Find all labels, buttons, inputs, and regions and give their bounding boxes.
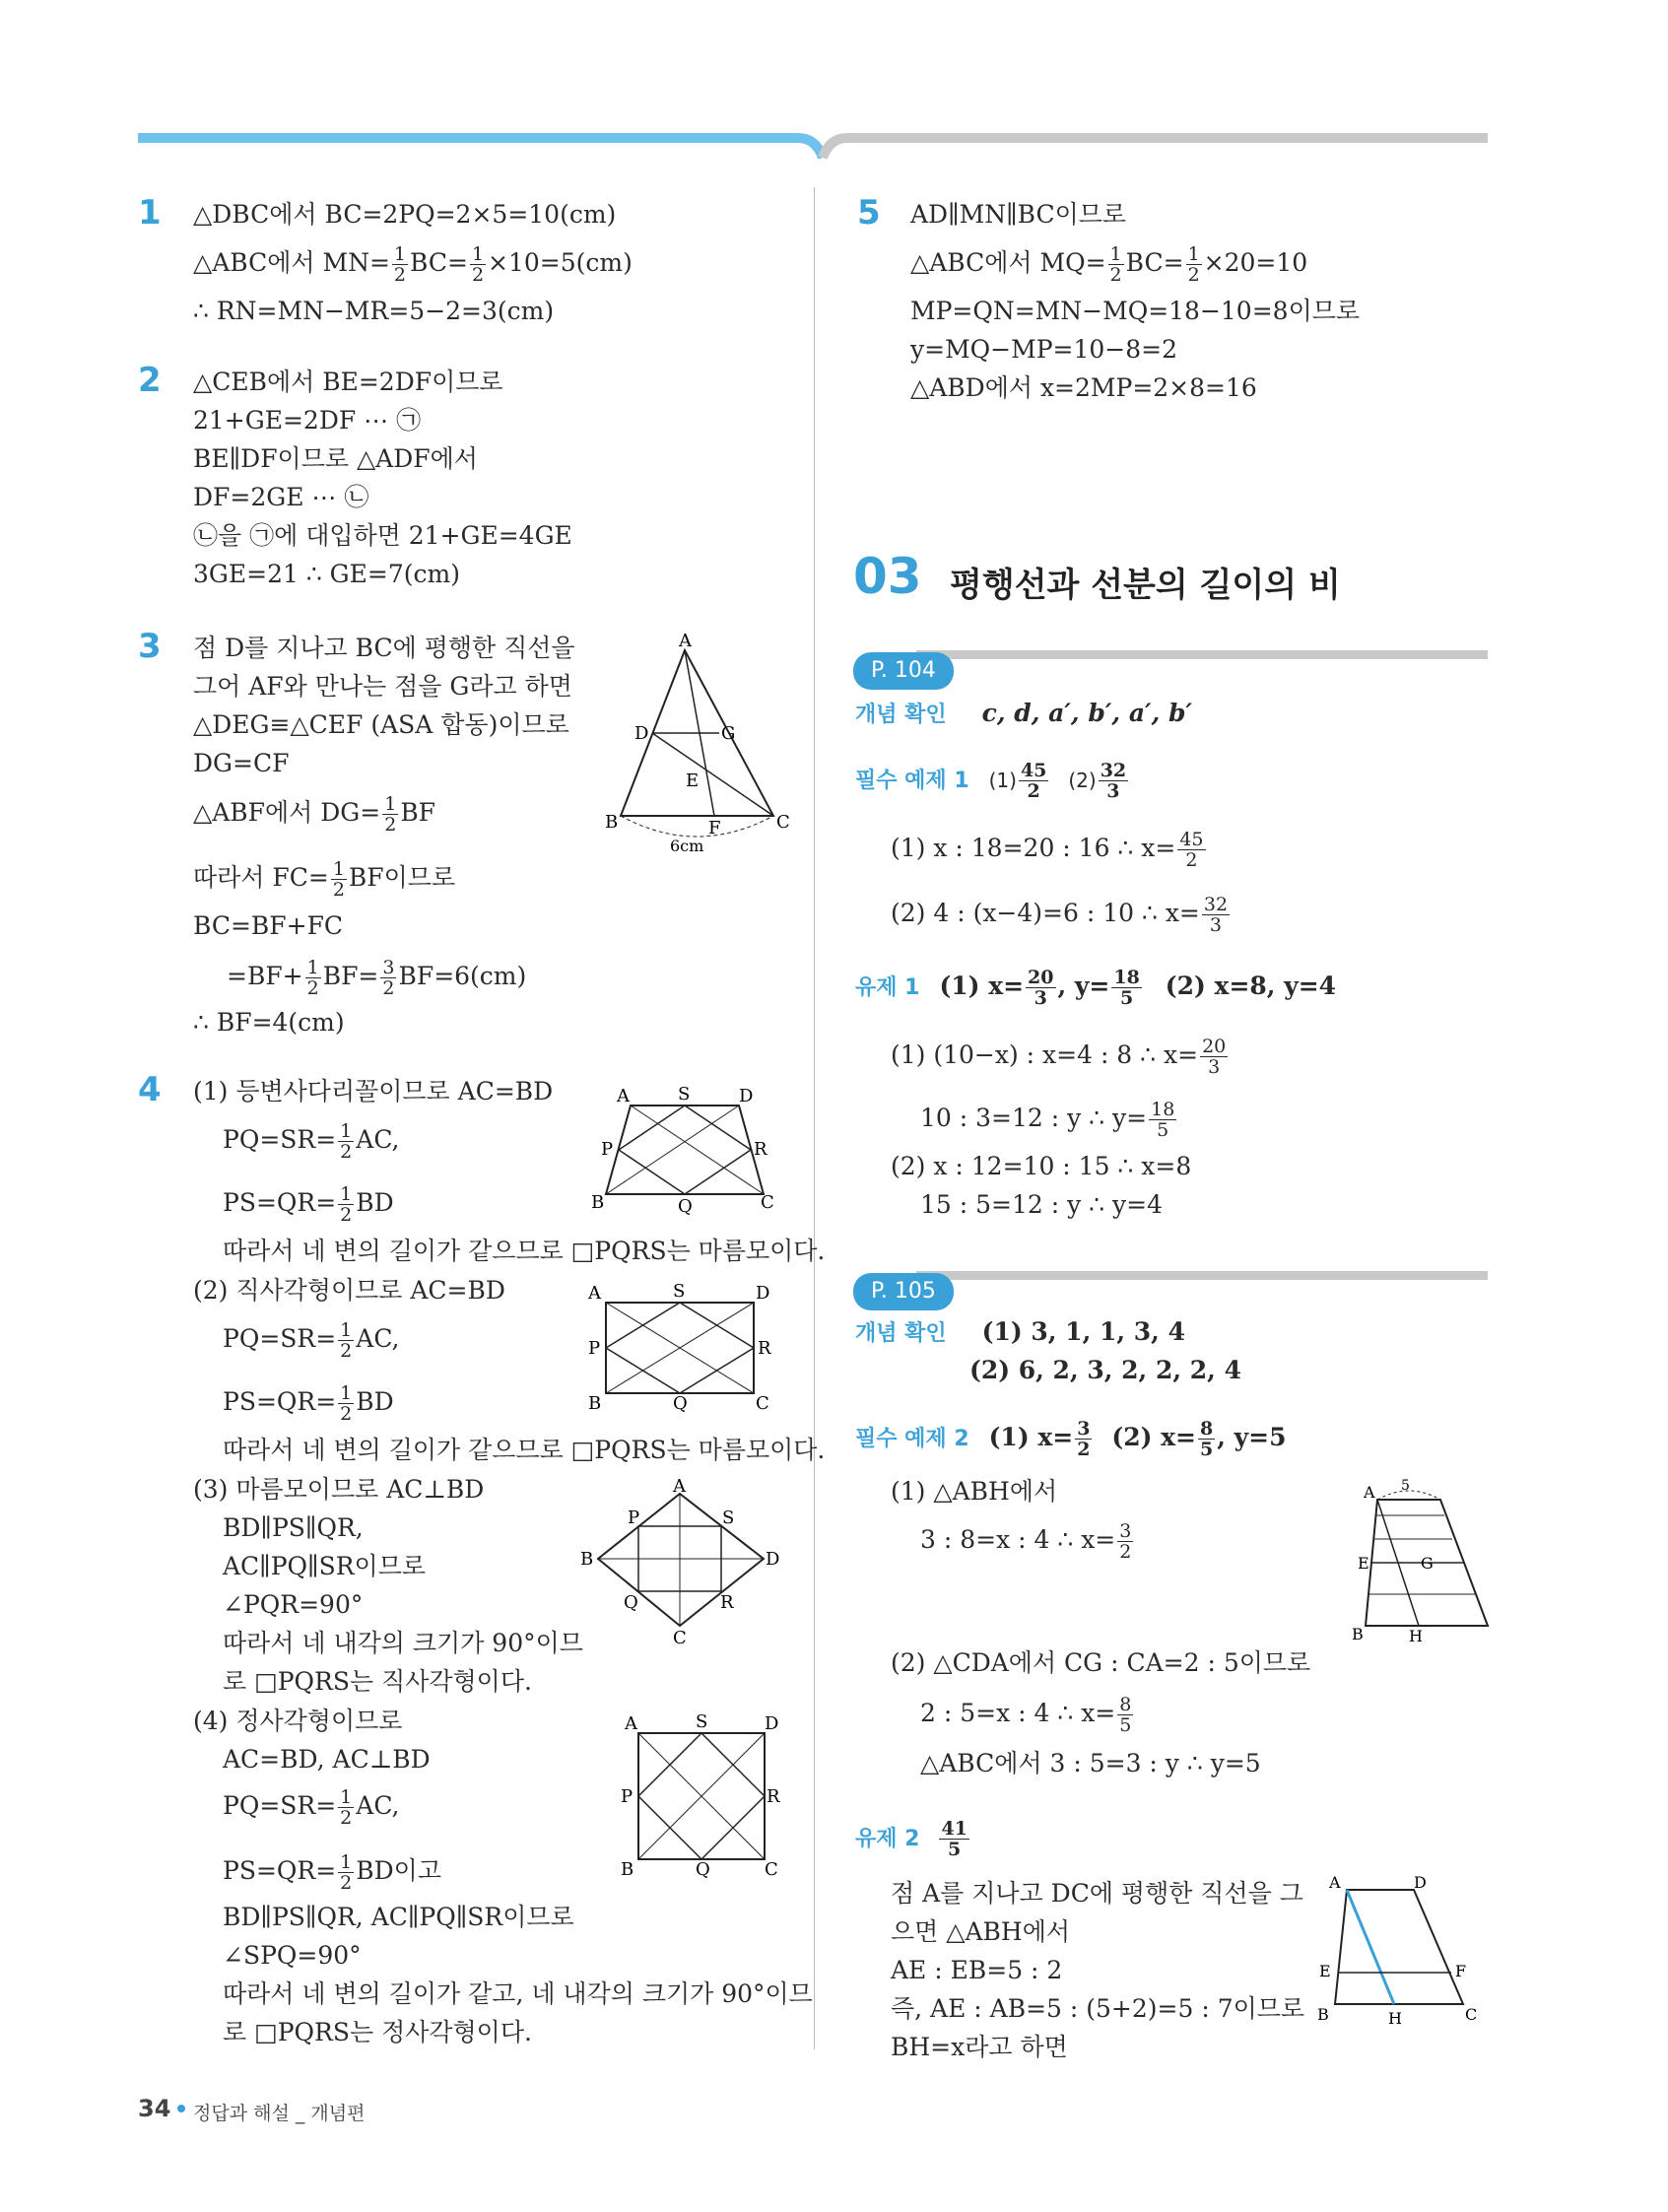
text-line: BE∥DF이므로 △ADF에서: [193, 444, 478, 473]
rectangle-figure: [586, 1281, 783, 1414]
svg-text:F: F: [1455, 1962, 1467, 1980]
page-tag: P. 105: [853, 1273, 954, 1310]
svg-text:Q: Q: [624, 1592, 638, 1613]
page-bar: [916, 1271, 1488, 1280]
solution-line: 으면 △ABH에서: [891, 1917, 1071, 1946]
exercise-line: 유제 2 $\frac{41}{5}$: [855, 1818, 967, 1860]
text-line: DF=2GE ⋯ ㉡: [193, 483, 369, 511]
text-line: 3GE=21 ∴ GE=7(cm): [193, 560, 460, 588]
solution-line: (1) x : 18=20 : 16 ∴ x= $\frac{45}{2}$: [891, 829, 1204, 871]
svg-text:Q: Q: [673, 1393, 688, 1414]
svg-text:A: A: [673, 1476, 686, 1497]
solution-line: △ABC에서 3 : 5=3 : y ∴ y=5: [920, 1749, 1261, 1777]
svg-text:D: D: [765, 1713, 779, 1734]
svg-text:Q: Q: [678, 1196, 693, 1217]
solution-line: (1) △ABH에서: [891, 1477, 1058, 1506]
svg-text:B: B: [621, 1859, 634, 1880]
text-line: AD∥MN∥BC이므로: [910, 200, 1127, 229]
svg-text:R: R: [767, 1786, 780, 1807]
trapezoid-ex2-figure: [1350, 1478, 1498, 1645]
solution-line: 10 : 3=12 : y ∴ y= $\frac{18}{5}$: [920, 1099, 1175, 1141]
svg-text:C: C: [756, 1393, 769, 1414]
text-line: PQ=SR= $\frac{1}{2}$ AC,: [223, 1319, 400, 1362]
svg-text:B: B: [1317, 2005, 1329, 2024]
text-line: 따라서 네 변의 길이가 같으므로 □PQRS는 마름모이다.: [223, 1237, 826, 1265]
footer-dot: [177, 2105, 185, 2112]
svg-text:E: E: [1319, 1962, 1331, 1980]
svg-text:C: C: [673, 1628, 687, 1648]
text-line: BC=BF+FC: [193, 911, 344, 940]
solution-line: BH=x라고 하면: [891, 2033, 1068, 2061]
svg-text:P: P: [628, 1508, 640, 1528]
svg-text:D: D: [756, 1283, 770, 1304]
problem-number: 3: [138, 627, 162, 666]
text-line: ∴ RN=MN−MR=5−2=3(cm): [193, 297, 555, 325]
label-F: F: [708, 818, 721, 838]
text-line: 점 D를 지나고 BC에 평행한 직선을: [193, 634, 575, 662]
label-C: C: [776, 812, 790, 833]
text-line: (4) 정사각형이므로: [193, 1707, 403, 1735]
solution-line: (2) 4 : (x−4)=6 : 10 ∴ x= $\frac{32}{3}$: [891, 894, 1229, 936]
label-E: E: [686, 771, 700, 791]
solution-line: (2) x : 12=10 : 15 ∴ x=8: [891, 1152, 1192, 1180]
text-line: 21+GE=2DF ⋯ ㉠: [193, 406, 422, 435]
text-line: △ABC에서 MQ= $\frac{1}{2}$ BC= $\frac{1}{2}$ ×20=10: [910, 243, 1308, 286]
text-line: ∠PQR=90°: [223, 1590, 364, 1619]
solution-line: (1) (10−x) : x=4 : 8 ∴ x= $\frac{20}{3}$: [891, 1036, 1227, 1078]
svg-text:S: S: [722, 1508, 735, 1528]
svg-text:E: E: [1358, 1554, 1369, 1573]
problem-number: 1: [138, 193, 162, 233]
trapezoid-yu2-figure: [1315, 1872, 1493, 2030]
svg-text:B: B: [591, 1192, 605, 1213]
triangle-figure: [601, 631, 788, 867]
text-line: 따라서 FC= $\frac{1}{2}$ BF이므로: [193, 858, 456, 901]
svg-text:D: D: [766, 1549, 780, 1570]
text-line: 그어 AF와 만나는 점을 G라고 하면: [193, 672, 572, 701]
text-line: PQ=SR= $\frac{1}{2}$ AC,: [223, 1120, 400, 1163]
label-A: A: [679, 631, 692, 651]
svg-text:D: D: [1414, 1873, 1427, 1892]
svg-text:S: S: [673, 1281, 686, 1302]
svg-text:C: C: [765, 1859, 778, 1880]
example-line: 필수 예제 1 (1) $\frac{45}{2}$ (2) $\frac{32}{3}$: [855, 760, 1127, 802]
problem-number: 5: [857, 193, 881, 233]
text-line: ㉡을 ㉠에 대입하면 21+GE=4GE: [193, 521, 572, 550]
text-line: △DEG≡△CEF (ASA 합동)이므로: [193, 710, 569, 739]
label-length: 6cm: [670, 837, 704, 855]
text-line: BD∥PS∥QR, AC∥PQ∥SR이므로: [223, 1903, 574, 1931]
text-line: △DBC에서 BC=2PQ=2×5=10(cm): [193, 200, 617, 229]
footer-page-number: 34: [138, 2095, 171, 2122]
text-line: DG=CF: [193, 749, 290, 777]
svg-text:B: B: [588, 1393, 602, 1414]
svg-text:D: D: [739, 1086, 754, 1106]
text-line: △ABF에서 DG= $\frac{1}{2}$ BF: [193, 793, 436, 836]
svg-text:R: R: [758, 1338, 771, 1359]
text-line: 로 □PQRS는 정사각형이다.: [223, 2018, 532, 2046]
solution-line: 15 : 5=12 : y ∴ y=4: [920, 1190, 1164, 1219]
solution-line: AE : EB=5 : 2: [891, 1956, 1063, 1984]
concept-line: 개념 확인 c, d, a′, b′, a′, b′: [855, 699, 1193, 727]
text-line: △CEB에서 BE=2DF이므로: [193, 368, 503, 396]
text-line: 따라서 네 변의 길이가 같으므로 □PQRS는 마름모이다.: [223, 1436, 826, 1464]
column-divider: [814, 187, 815, 2049]
svg-text:A: A: [1364, 1483, 1375, 1502]
svg-text:5: 5: [1401, 1478, 1410, 1494]
svg-text:P: P: [621, 1786, 634, 1807]
svg-text:A: A: [1329, 1873, 1341, 1892]
text-line: 따라서 네 내각의 크기가 90°이므: [223, 1629, 583, 1657]
text-line: △ABD에서 x=2MP=2×8=16: [910, 373, 1257, 402]
rhombus-figure: [576, 1476, 783, 1648]
footer-text: 정답과 해설 _ 개념편: [193, 2103, 366, 2124]
text-line: ∠SPQ=90°: [223, 1941, 362, 1970]
concept-line: (2) 6, 2, 3, 2, 2, 2, 4: [969, 1356, 1241, 1384]
problem-number: 4: [138, 1070, 162, 1109]
exercise-line: 유제 1 (1) x= $\frac{20}{3}$ , y= $\frac{18}{5}$ (2) x=8, y=4: [855, 967, 1337, 1009]
text-line: 따라서 네 변의 길이가 같고, 네 내각의 크기가 90°이므: [223, 1979, 813, 2008]
section-number: 03: [853, 548, 922, 605]
text-line: 로 □PQRS는 직사각형이다.: [223, 1667, 532, 1696]
solution-line: 점 A를 지나고 DC에 평행한 직선을 그: [891, 1879, 1303, 1908]
svg-text:P: P: [588, 1338, 601, 1359]
label-G: G: [721, 723, 736, 744]
svg-text:P: P: [601, 1139, 614, 1160]
text-line: (3) 마름모이므로 AC⊥BD: [193, 1475, 485, 1504]
text-line: BD∥PS∥QR,: [223, 1513, 364, 1542]
problem-number: 2: [138, 361, 162, 400]
label-B: B: [605, 812, 619, 833]
text-line: PS=QR= $\frac{1}{2}$ BD: [223, 1183, 394, 1226]
svg-text:R: R: [754, 1139, 767, 1160]
section-title: 평행선과 선분의 길이의 비: [950, 566, 1341, 605]
example-line: 필수 예제 2 (1) x= $\frac{3}{2}$ (2) x= $\frac{8}{5}$ , y=5: [855, 1418, 1287, 1460]
text-line: (1) 등변사다리꼴이므로 AC=BD: [193, 1077, 554, 1106]
label-D: D: [634, 723, 649, 744]
text-line: AC∥PQ∥SR이므로: [223, 1552, 426, 1580]
svg-text:B: B: [1352, 1625, 1364, 1643]
svg-text:B: B: [580, 1549, 594, 1570]
text-line: y=MQ−MP=10−8=2: [910, 335, 1177, 364]
text-line: MP=QN=MN−MQ=18−10=8이므로: [910, 297, 1361, 325]
text-line: AC=BD, AC⊥BD: [223, 1745, 431, 1774]
svg-text:H: H: [1388, 2009, 1402, 2028]
text-line: (2) 직사각형이므로 AC=BD: [193, 1276, 505, 1305]
svg-text:Q: Q: [696, 1859, 710, 1880]
text-line: ∴ BF=4(cm): [193, 1008, 345, 1037]
svg-text:R: R: [720, 1592, 734, 1613]
text-line: =BF+ $\frac{1}{2}$ BF= $\frac{3}{2}$ BF=6(cm): [227, 957, 527, 999]
square-figure: [601, 1709, 788, 1880]
svg-text:S: S: [696, 1711, 708, 1732]
svg-text:C: C: [761, 1192, 774, 1213]
header-bar: [0, 0, 1668, 158]
trapezoid-figure: [591, 1084, 788, 1217]
svg-text:A: A: [625, 1713, 637, 1734]
solution-line: 3 : 8=x : 4 ∴ x= $\frac{3}{2}$: [920, 1520, 1132, 1563]
concept-line: 개념 확인 (1) 3, 1, 1, 3, 4: [855, 1317, 1185, 1346]
solution-line: 즉, AE : AB=5 : (5+2)=5 : 7이므로: [891, 1994, 1305, 2023]
text-line: PS=QR= $\frac{1}{2}$ BD이고: [223, 1851, 441, 1894]
svg-text:A: A: [617, 1086, 630, 1106]
svg-text:C: C: [1465, 2005, 1478, 2024]
solution-line: (2) △CDA에서 CG : CA=2 : 5이므로: [891, 1648, 1311, 1677]
svg-text:H: H: [1409, 1627, 1423, 1645]
solution-line: 2 : 5=x : 4 ∴ x= $\frac{8}{5}$: [920, 1694, 1132, 1736]
text-line: PS=QR= $\frac{1}{2}$ BD: [223, 1382, 394, 1425]
page-tag: P. 104: [853, 652, 954, 690]
text-line: △ABC에서 MN= $\frac{1}{2}$ BC= $\frac{1}{2}$ ×10=5(cm): [193, 243, 633, 286]
page-bar: [916, 650, 1488, 659]
text-line: PQ=SR= $\frac{1}{2}$ AC,: [223, 1786, 400, 1829]
svg-text:A: A: [588, 1283, 601, 1304]
svg-text:G: G: [1421, 1554, 1434, 1573]
svg-text:S: S: [678, 1084, 691, 1105]
